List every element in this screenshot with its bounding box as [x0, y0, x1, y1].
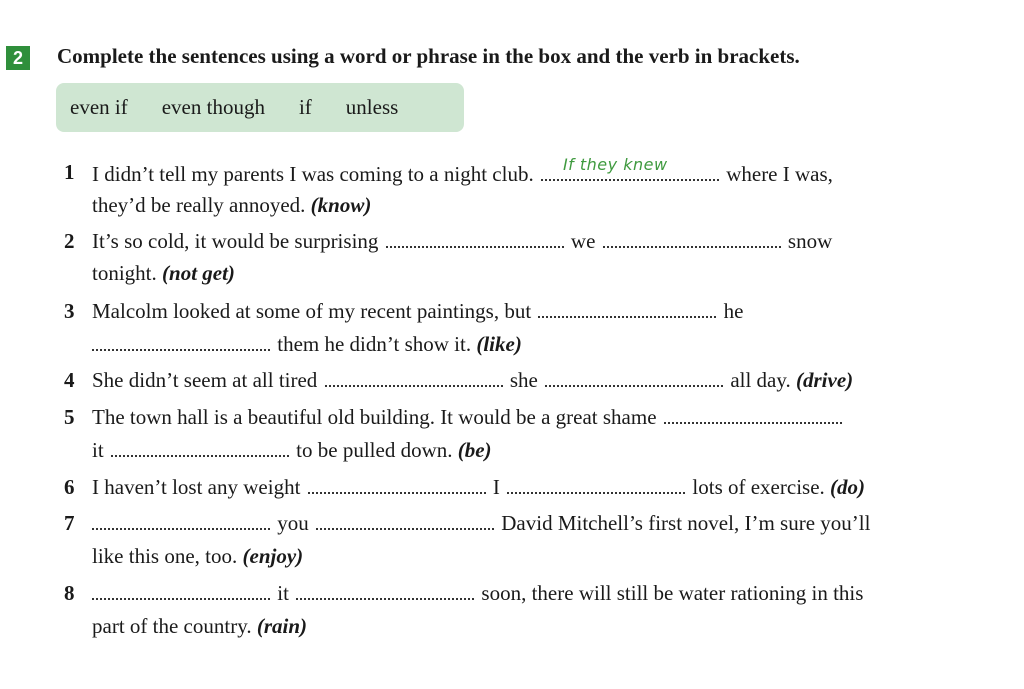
sentence-text: David Mitchell’s first novel, I’m sure you’ll: [501, 511, 871, 535]
sentence-text: snow: [787, 229, 833, 253]
sentence-text: they’d be really annoyed.: [92, 193, 306, 217]
sentence-text: it: [277, 581, 289, 605]
answer-blank[interactable]: [92, 580, 270, 600]
item-1-line-2: [92, 192, 371, 218]
sentence-text: we: [570, 229, 596, 253]
sentence-text: I: [492, 475, 500, 499]
sentence-text: it: [92, 438, 104, 462]
sentence-text: The town hall is a beautiful old building. It would be a great shame: [92, 405, 657, 429]
item-number: 7: [64, 511, 75, 535]
item-7-line-1: [92, 510, 870, 536]
item-number: 8: [64, 581, 75, 605]
verb-hint: (know): [310, 193, 372, 217]
sentence-text: part of the country.: [92, 614, 252, 638]
sentence-text: soon, there will still be water rationing in this: [481, 581, 864, 605]
item-5-line-1: [92, 404, 844, 430]
item-3-line-2: [92, 331, 522, 357]
word-box: [56, 83, 464, 132]
sentence-text: you: [277, 511, 309, 535]
answer-blank[interactable]: [507, 474, 685, 494]
item-number: 6: [64, 475, 75, 499]
item-number: 5: [64, 405, 75, 429]
item-7-line-2: [92, 543, 303, 569]
item-1-line-1: [92, 155, 833, 187]
answer-blank[interactable]: [296, 580, 474, 600]
word-box-item: even if: [70, 95, 128, 119]
item-2-line-1: [92, 228, 832, 254]
sentence-text: She didn’t seem at all tired: [92, 368, 318, 392]
exercise-instruction: Complete the sentences using a word or phrase in the box and the verb in brackets.: [57, 44, 800, 68]
word-box-item: if: [298, 95, 312, 119]
item-8-line-2: [92, 613, 307, 639]
sentence-text: them he didn’t show it.: [277, 332, 472, 356]
item-3-line-1: [92, 298, 743, 324]
sentence-text: all day.: [730, 368, 791, 392]
sentence-text: It’s so cold, it would be surprising: [92, 229, 379, 253]
item-number: 4: [64, 368, 75, 392]
verb-hint: (like): [476, 332, 522, 356]
item-number: 3: [64, 299, 75, 323]
verb-hint: (drive): [796, 368, 854, 392]
item-8-line-1: [92, 580, 863, 606]
answer-blank[interactable]: [92, 331, 270, 351]
sentence-text: he: [723, 299, 744, 323]
answer-blank[interactable]: [664, 404, 842, 424]
answer-blank[interactable]: [603, 228, 781, 248]
sentence-text: where I was,: [726, 162, 833, 186]
verb-hint: (do): [830, 475, 866, 499]
answer-blank[interactable]: [538, 298, 716, 318]
answer-blank-filled[interactable]: [541, 155, 719, 181]
item-2-line-2: [92, 260, 235, 286]
exercise-number-badge: 2: [6, 46, 30, 70]
answer-blank[interactable]: [92, 510, 270, 530]
sentence-text: lots of exercise.: [692, 475, 825, 499]
word-box-item: even though: [161, 95, 265, 119]
sentence-text: I haven’t lost any weight: [92, 475, 301, 499]
item-6-line-1: [92, 474, 865, 500]
item-4-line-1: [92, 367, 853, 393]
item-number: 1: [64, 160, 75, 184]
verb-hint: (rain): [256, 614, 308, 638]
sentence-text: to be pulled down.: [296, 438, 453, 462]
sentence-text: she: [509, 368, 538, 392]
answer-blank[interactable]: [316, 510, 494, 530]
answer-blank[interactable]: [308, 474, 486, 494]
answer-blank[interactable]: [111, 437, 289, 457]
sentence-text: Malcolm looked at some of my recent paintings, but: [92, 299, 532, 323]
handwritten-answer: If they knew: [562, 155, 668, 174]
item-5-line-2: [92, 437, 492, 463]
answer-blank[interactable]: [545, 367, 723, 387]
item-number: 2: [64, 229, 75, 253]
verb-hint: (not get): [162, 261, 235, 285]
sentence-text: like this one, too.: [92, 544, 238, 568]
sentence-text: I didn’t tell my parents I was coming to a night club.: [92, 162, 534, 186]
word-box-item: unless: [345, 95, 399, 119]
verb-hint: (be): [457, 438, 492, 462]
answer-blank[interactable]: [325, 367, 503, 387]
sentence-text: tonight.: [92, 261, 157, 285]
answer-blank[interactable]: [386, 228, 564, 248]
verb-hint: (enjoy): [242, 544, 304, 568]
